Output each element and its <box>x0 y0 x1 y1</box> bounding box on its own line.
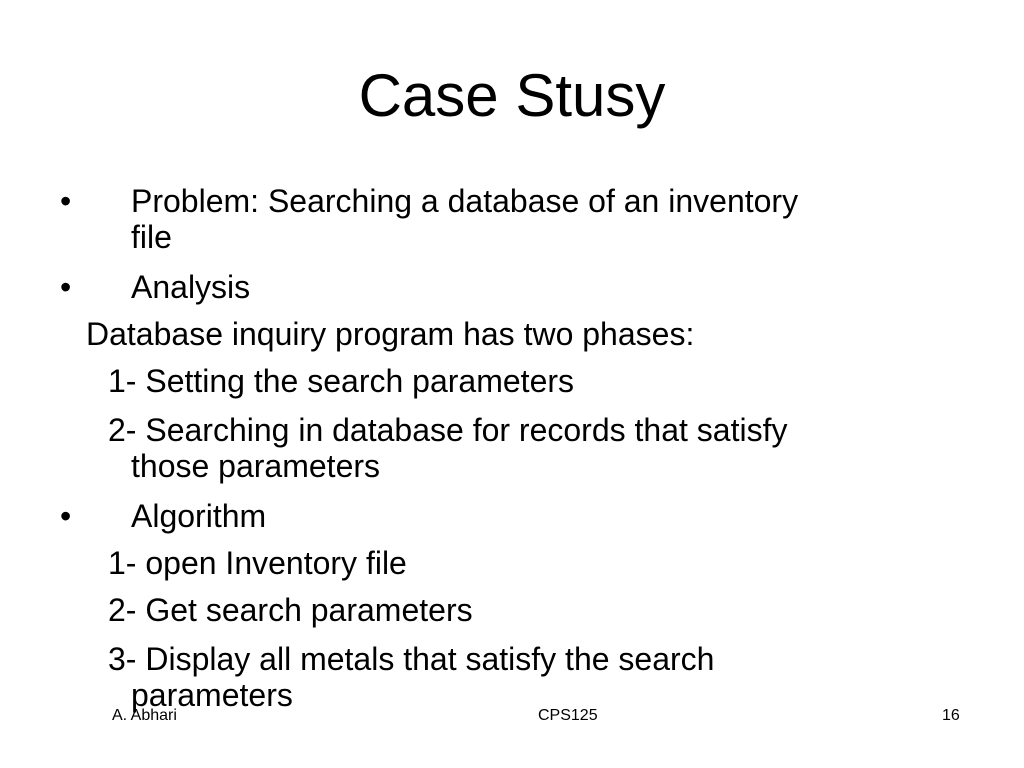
problem-line-2: file <box>131 219 172 255</box>
bullet-algorithm: • <box>60 498 72 534</box>
step-3-line-2: parameters <box>131 677 293 713</box>
step-1: 1- open Inventory file <box>108 545 407 581</box>
phase-2-line-2: those parameters <box>131 448 381 484</box>
footer-course: CPS125 <box>538 707 598 724</box>
phases-intro: Database inquiry program has two phases: <box>86 316 695 352</box>
phase-1: 1- Setting the search parameters <box>108 363 575 399</box>
step-3-line-1: 3- Display all metals that satisfy the search <box>108 641 715 677</box>
footer-page-number: 16 <box>942 707 960 724</box>
phase-2-line-1: 2- Searching in database for records that satisfy <box>108 412 788 448</box>
step-2: 2- Get search parameters <box>108 592 473 628</box>
bullet-analysis: • <box>60 269 72 305</box>
analysis-heading: Analysis <box>131 269 251 305</box>
footer-author: A. Abhari <box>112 707 177 724</box>
slide-title: Case Stusy <box>358 62 666 129</box>
algorithm-heading: Algorithm <box>131 498 267 534</box>
bullet-problem: • <box>60 183 72 219</box>
problem-line-1: Problem: Searching a database of an inventory <box>131 183 799 219</box>
